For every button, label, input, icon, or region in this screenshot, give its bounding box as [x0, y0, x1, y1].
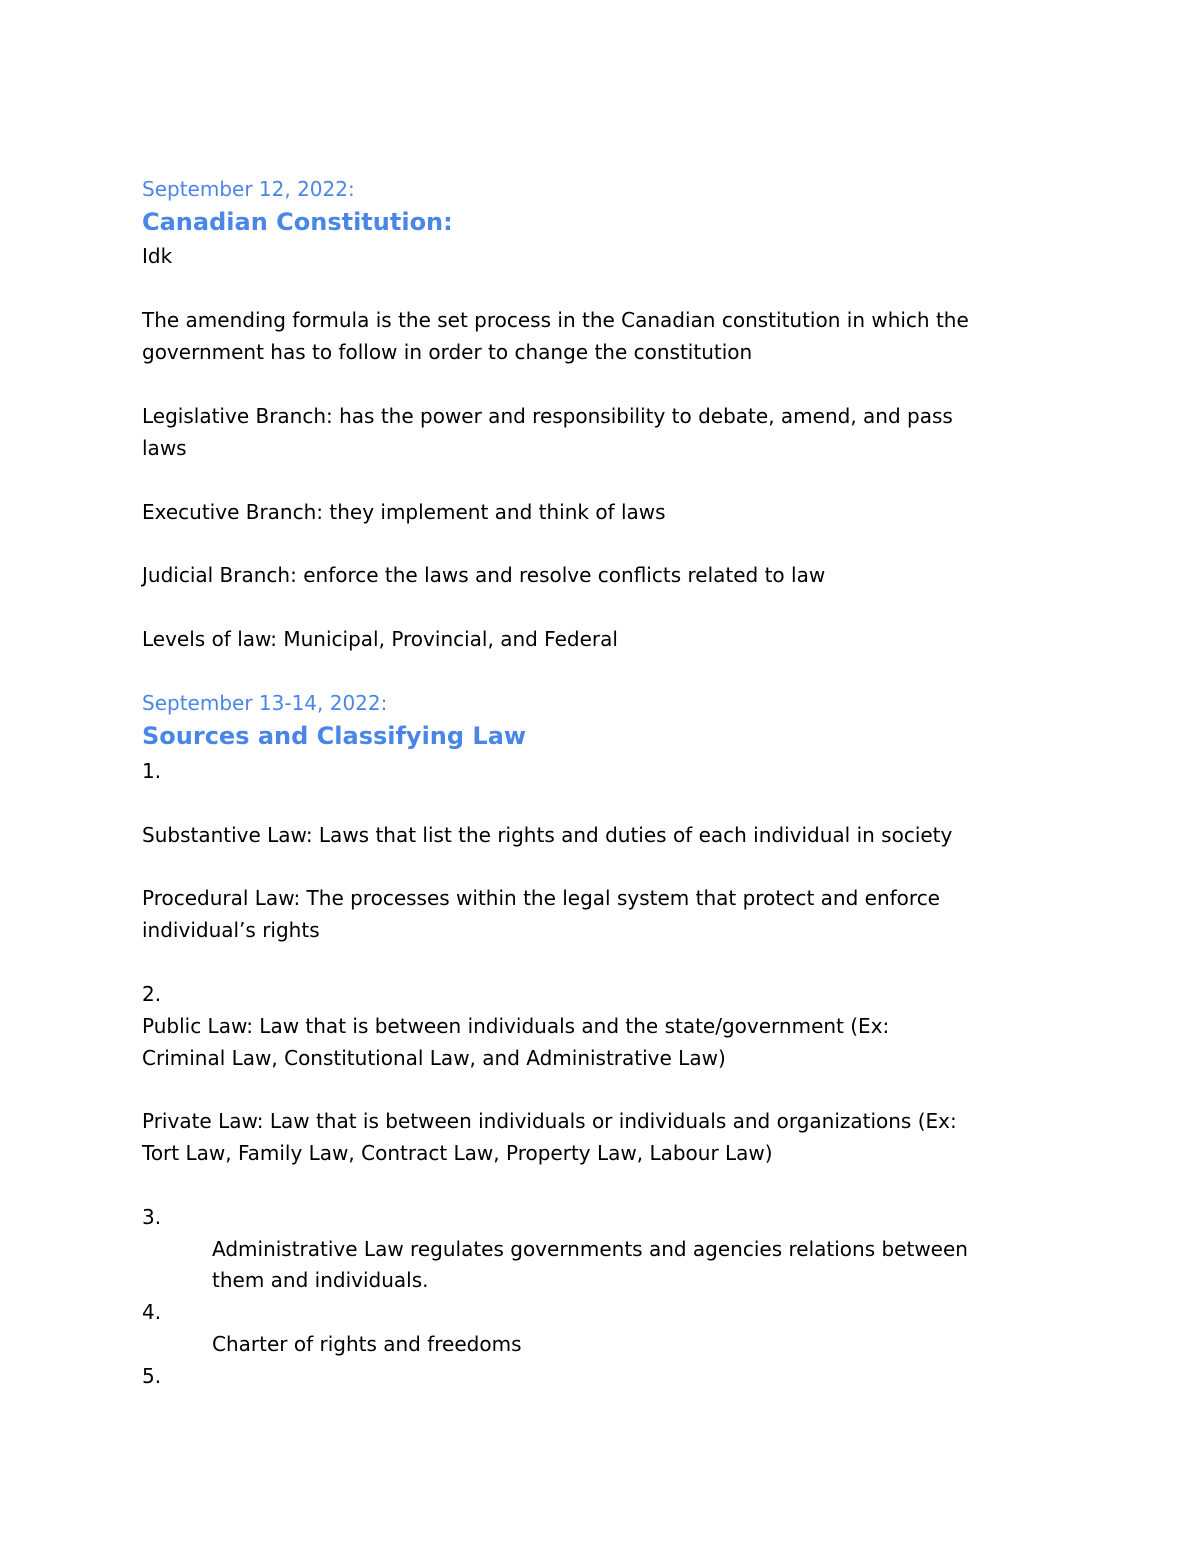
paragraph-line: Public Law: Law that is between individuals and the state/government (Ex:	[142, 1014, 890, 1038]
paragraph-line: Substantive Law: Laws that list the rights and duties of each individual in society	[142, 823, 953, 847]
list-item-text: Charter of rights and freedoms	[212, 1332, 522, 1356]
paragraph-line: Legislative Branch: has the power and responsibility to debate, amend, and pass	[142, 404, 953, 428]
section-date: September 13-14, 2022:	[142, 691, 388, 715]
paragraph-line: government has to follow in order to change the constitution	[142, 340, 753, 364]
section-date: September 12, 2022:	[142, 177, 355, 201]
paragraph-line: Private Law: Law that is between individuals or individuals and organizations (Ex:	[142, 1109, 957, 1133]
list-item-text: Administrative Law regulates governments and agencies relations between	[212, 1237, 968, 1261]
list-number: 2.	[142, 982, 162, 1006]
list-number: 1.	[142, 759, 162, 783]
paragraph-line: Judicial Branch: enforce the laws and resolve conflicts related to law	[142, 563, 826, 587]
section-title: Canadian Constitution:	[142, 208, 453, 236]
paragraph-line: Levels of law: Municipal, Provincial, and Federal	[142, 627, 618, 651]
note-text: Idk	[142, 244, 173, 268]
paragraph-line: Tort Law, Family Law, Contract Law, Property Law, Labour Law)	[142, 1141, 773, 1165]
paragraph-line: The amending formula is the set process in the Canadian constitution in which the	[142, 308, 969, 332]
section-title: Sources and Classifying Law	[142, 722, 527, 750]
paragraph-line: Criminal Law, Constitutional Law, and Administrative Law)	[142, 1046, 726, 1070]
list-item-text: them and individuals.	[212, 1268, 429, 1292]
paragraph-line: Executive Branch: they implement and think of laws	[142, 500, 666, 524]
list-number: 3.	[142, 1205, 162, 1229]
list-number: 5.	[142, 1364, 162, 1388]
list-number: 4.	[142, 1300, 162, 1324]
paragraph-line: Procedural Law: The processes within the legal system that protect and enforce	[142, 886, 940, 910]
paragraph-line: laws	[142, 436, 187, 460]
paragraph-line: individual’s rights	[142, 918, 320, 942]
